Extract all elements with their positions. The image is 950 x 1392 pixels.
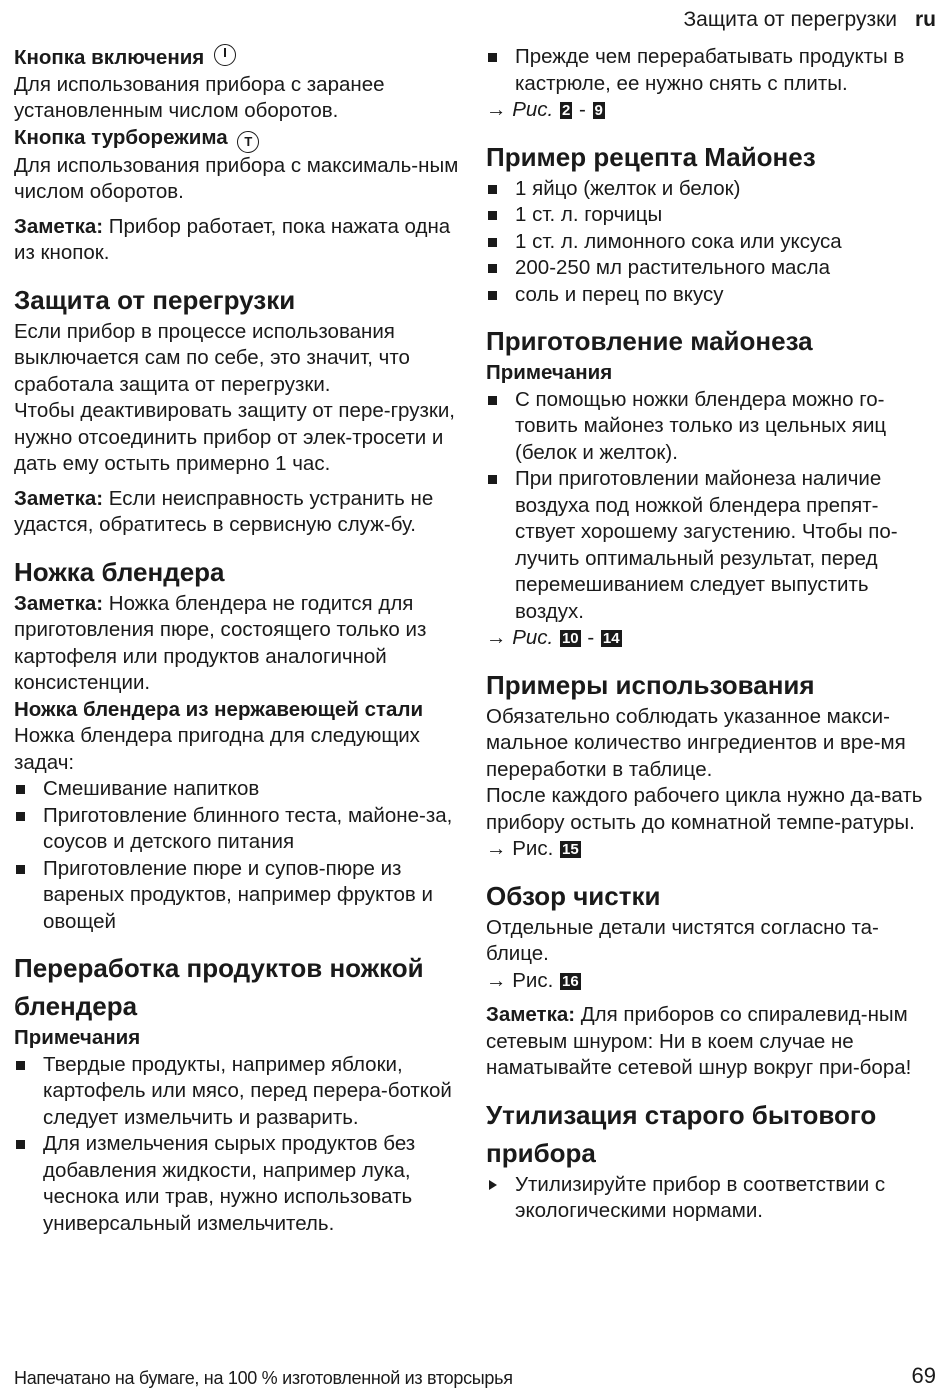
- cleaning-heading: Обзор чистки: [486, 880, 661, 911]
- figure-reference: [486, 97, 936, 124]
- power-button-text: Для использования прибора с заранее установленным числом оборотов.: [14, 72, 385, 122]
- processing-notes-list-continued: [486, 44, 936, 97]
- overload-paragraph-1: Если прибор в процессе использования выключается сам по себе, это значит, что сработала защита от перегрузки.: [14, 319, 410, 396]
- note-blender-leg: [14, 591, 466, 697]
- figure-label: Рис.: [512, 837, 554, 860]
- right-column: [486, 44, 936, 1225]
- power-icon: [214, 44, 236, 66]
- note-buttons: [14, 214, 466, 267]
- running-header: [684, 7, 937, 33]
- disposal-heading: Утилизация старого бытового прибора: [486, 1099, 877, 1168]
- note-label: Заметка:: [486, 1003, 576, 1026]
- figure-reference: [486, 968, 936, 995]
- arrow-icon: →: [486, 837, 507, 860]
- turbo-button-heading: [14, 125, 466, 153]
- overload-heading: Защита от перегрузки: [14, 284, 296, 315]
- footer-printed-note: Напечатано на бумаге, на 100 % изготовленной из вторсырья: [14, 1368, 513, 1388]
- range-separator: -: [578, 98, 586, 121]
- examples-paragraph-2: После каждого рабочего цикла нужно да-вать прибору остыть до комнатной темпе-ратуры.: [486, 784, 923, 834]
- figure-number-badge: 10: [561, 630, 579, 647]
- power-button-heading: [14, 44, 466, 72]
- left-column: [14, 44, 466, 1237]
- note-label: Заметка:: [14, 591, 104, 615]
- mayo-notes-list: [486, 387, 936, 626]
- power-button-title: Кнопка включения: [14, 46, 205, 69]
- note-overload: [14, 486, 466, 539]
- turbo-icon: T: [237, 131, 259, 153]
- list-item: Утилизируйте прибор в соответствии с экологическими нормами.: [486, 1172, 936, 1225]
- blender-leg-heading: Ножка блендера: [14, 556, 225, 587]
- arrow-icon: →: [486, 968, 507, 992]
- list-item: 1 яйцо (желток и белок): [486, 176, 936, 203]
- list-item: Приготовление пюре и супов-пюре из вареных продуктов, например фруктов и овощей: [14, 856, 466, 936]
- note-text: Ножка блендера не годится для приготовления пюре, состоящего только из картофеля или продуктов аналогичной консистенции.: [14, 591, 427, 694]
- overload-paragraph-2: Чтобы деактивировать защиту от пере-грузки, нужно отсоединить прибор от элек-тросети и дать ему остыть примерно 1 час.: [14, 399, 455, 475]
- note-text: Если неисправность устранить не удастся, обратитесь в сервисную служ-бу.: [14, 486, 434, 536]
- figure-label: Рис.: [512, 98, 554, 121]
- list-item: 1 ст. л. лимонного сока или уксуса: [486, 229, 936, 256]
- list-item: С помощью ножки блендера можно го-товить майонез только из цельных яиц (белок и желток).: [486, 387, 936, 467]
- note-text: Прибор работает, пока нажата одна из кнопок.: [14, 214, 451, 264]
- list-item: При приготовлении майонеза наличие воздуха под ножкой блендера препят-ствует хорошему загустению. Чтобы по-лучить оптимальный результат, перед перемешиванием следует выпустить воздух.: [486, 466, 936, 625]
- arrow-icon: →: [486, 626, 507, 649]
- blender-tasks-list: [14, 776, 466, 935]
- figure-number-badge: 9: [594, 102, 603, 119]
- figure-number-badge: 15: [561, 841, 579, 858]
- list-item: Прежде чем перерабатывать продукты в кастрюле, ее нужно снять с плиты.: [486, 44, 936, 97]
- turbo-button-title: Кнопка турборежима: [14, 125, 228, 149]
- examples-heading: Примеры использования: [486, 669, 815, 700]
- list-item: 1 ст. л. горчицы: [486, 202, 936, 229]
- mayo-heading: Приготовление майонеза: [486, 326, 813, 356]
- arrow-icon: →: [486, 98, 507, 121]
- recipe-ingredients-list: [486, 176, 936, 309]
- list-item: Смешивание напитков: [14, 776, 466, 803]
- note-cleaning: [486, 1002, 936, 1082]
- processing-notes-list: [14, 1052, 466, 1238]
- list-item: Твердые продукты, например яблоки, картофель или мясо, перед перера-боткой следует измельчить и разварить.: [14, 1052, 466, 1132]
- page-number: 69: [911, 1363, 936, 1388]
- figure-reference: [486, 836, 936, 863]
- disposal-list: [486, 1172, 936, 1225]
- list-item: Для измельчения сырых продуктов без добавления жидкости, например лука, чеснока или трав, нужно использовать универсальный измельчитель.: [14, 1131, 466, 1237]
- figure-number-badge: 16: [561, 972, 579, 990]
- figure-label: Рис.: [512, 968, 554, 992]
- turbo-button-text: Для использования прибора с максималь-ным числом оборотов.: [14, 153, 459, 203]
- figure-label: Рис.: [512, 626, 554, 649]
- list-item: Приготовление блинного теста, майоне-за, соусов и детского питания: [14, 803, 466, 856]
- mayo-notes-heading: Примечания: [486, 361, 613, 384]
- processing-heading: Переработка продуктов ножкой блендера: [14, 953, 424, 1021]
- note-text: Для приборов со спиралевид-ным сетевым шнуром: Ни в коем случае не наматывайте сетевой шнур вокруг при-бора!: [486, 1003, 912, 1079]
- processing-notes-heading: Примечания: [14, 1026, 141, 1049]
- list-item: соль и перец по вкусу: [486, 282, 936, 309]
- list-item: 200-250 мл растительного масла: [486, 255, 936, 282]
- note-label: Заметка:: [14, 486, 104, 510]
- stainless-leg-subheading: Ножка блендера из нержавеющей стали: [14, 697, 424, 721]
- examples-paragraph-1: Обязательно соблюдать указанное макси-мальное количество ингредиентов и вре-мя переработки в таблице.: [486, 704, 906, 781]
- recipe-heading: Пример рецепта Майонез: [486, 141, 816, 172]
- figure-reference: [486, 625, 936, 652]
- cleaning-paragraph: Отдельные детали чистятся согласно та-блице.: [486, 915, 879, 965]
- header-language-code: ru: [915, 8, 936, 31]
- range-separator: -: [587, 626, 595, 649]
- note-label: Заметка:: [14, 214, 104, 238]
- stainless-leg-intro: Ножка блендера пригодна для следующих задач:: [14, 724, 420, 774]
- header-section-title: Защита от перегрузки: [683, 8, 897, 31]
- figure-number-badge: 14: [602, 630, 620, 647]
- figure-number-badge: 2: [561, 102, 571, 119]
